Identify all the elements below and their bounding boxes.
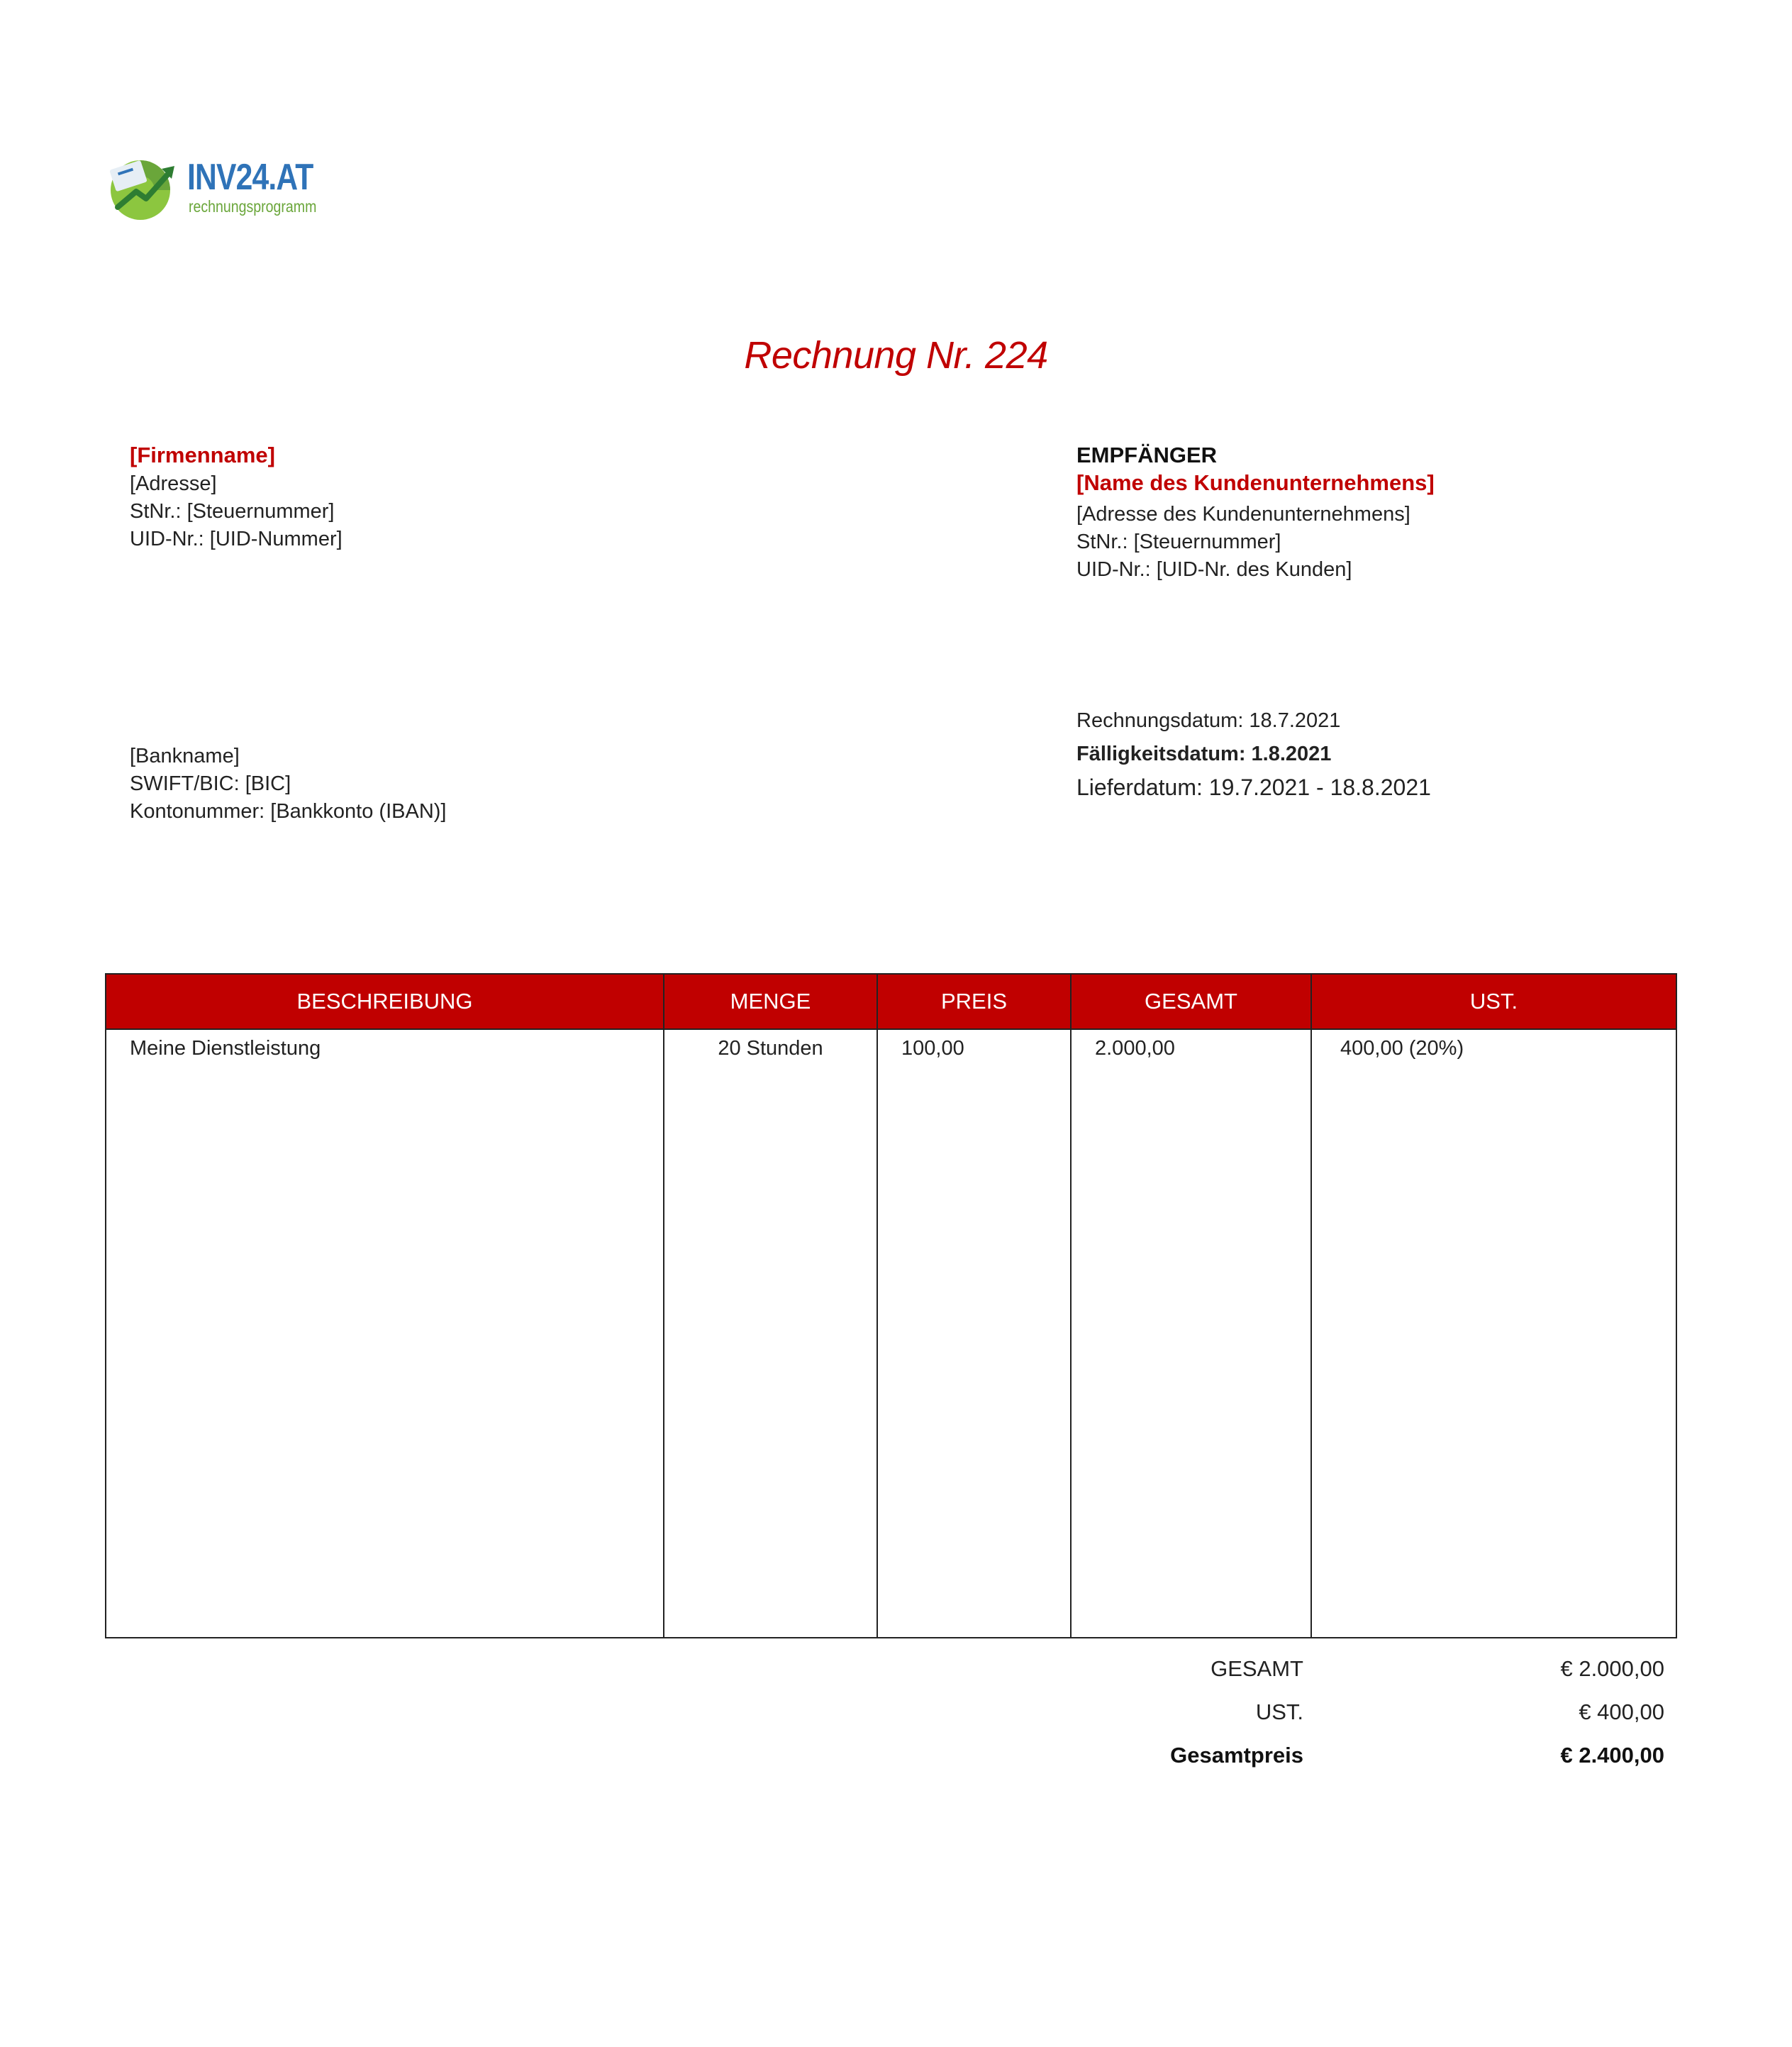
grand-total-label: Gesamtpreis — [1170, 1742, 1303, 1768]
bank-name: [Bankname] — [130, 745, 240, 767]
recipient-block — [1076, 441, 1435, 584]
cell-price: 100,00 — [878, 1030, 1072, 1637]
sender-block — [130, 441, 343, 553]
cell-total: 2.000,00 — [1072, 1030, 1312, 1637]
subtotal-label: GESAMT — [1211, 1655, 1303, 1681]
header-quantity: MENGE — [664, 975, 878, 1028]
table-header — [106, 975, 1676, 1030]
dates-block — [1076, 707, 1431, 801]
header-description: BESCHREIBUNG — [106, 975, 664, 1028]
grand-total-value: € 2.400,00 — [1560, 1742, 1664, 1768]
sender-address: [Adresse] — [130, 472, 217, 495]
recipient-address: [Adresse des Kundenunternehmens] — [1076, 503, 1410, 526]
recipient-heading: EMPFÄNGER — [1076, 443, 1218, 467]
sender-company: [Firmenname] — [130, 443, 275, 467]
totals-block — [1064, 1647, 1664, 1777]
subtotal-row — [1064, 1647, 1664, 1690]
vat-value: € 400,00 — [1579, 1699, 1664, 1724]
logo-icon — [105, 152, 183, 223]
invoice-title: Rechnung Nr. 224 — [744, 334, 1048, 377]
invoice-date: Rechnungsdatum: 18.7.2021 — [1076, 709, 1341, 732]
vat-row — [1064, 1690, 1664, 1733]
table-row — [106, 1030, 1676, 1637]
header-price: PREIS — [878, 975, 1072, 1028]
header-vat: UST. — [1469, 989, 1518, 1014]
logo-name: INV24.AT — [187, 157, 313, 198]
bank-account: Kontonummer: [Bankkonto (IBAN)] — [130, 800, 447, 823]
cell-description: Meine Dienstleistung — [106, 1030, 664, 1637]
bank-block — [130, 743, 446, 826]
recipient-vat-id: UID-Nr.: [UID-Nr. des Kunden] — [1076, 558, 1352, 581]
subtotal-value: € 2.000,00 — [1560, 1655, 1664, 1681]
company-logo — [105, 152, 318, 223]
cell-quantity: 20 Stunden — [664, 1030, 878, 1637]
recipient-tax-number: StNr.: [Steuernummer] — [1076, 531, 1281, 553]
recipient-company: [Name des Kundenunternehmens] — [1076, 470, 1435, 495]
cell-vat: 400,00 (20%) — [1340, 1037, 1464, 1060]
header-total: GESAMT — [1072, 975, 1312, 1028]
logo-tagline: rechnungsprogramm — [189, 197, 317, 216]
bank-swift: SWIFT/BIC: [BIC] — [130, 772, 291, 795]
due-date: Fälligkeitsdatum: 1.8.2021 — [1076, 743, 1332, 765]
sender-tax-number: StNr.: [Steuernummer] — [130, 500, 335, 523]
delivery-date: Lieferdatum: 19.7.2021 - 18.8.2021 — [1076, 775, 1431, 800]
items-table — [105, 973, 1677, 1638]
vat-label: UST. — [1255, 1699, 1303, 1724]
sender-vat-id: UID-Nr.: [UID-Nummer] — [130, 528, 343, 550]
grand-total-row — [1064, 1733, 1664, 1777]
